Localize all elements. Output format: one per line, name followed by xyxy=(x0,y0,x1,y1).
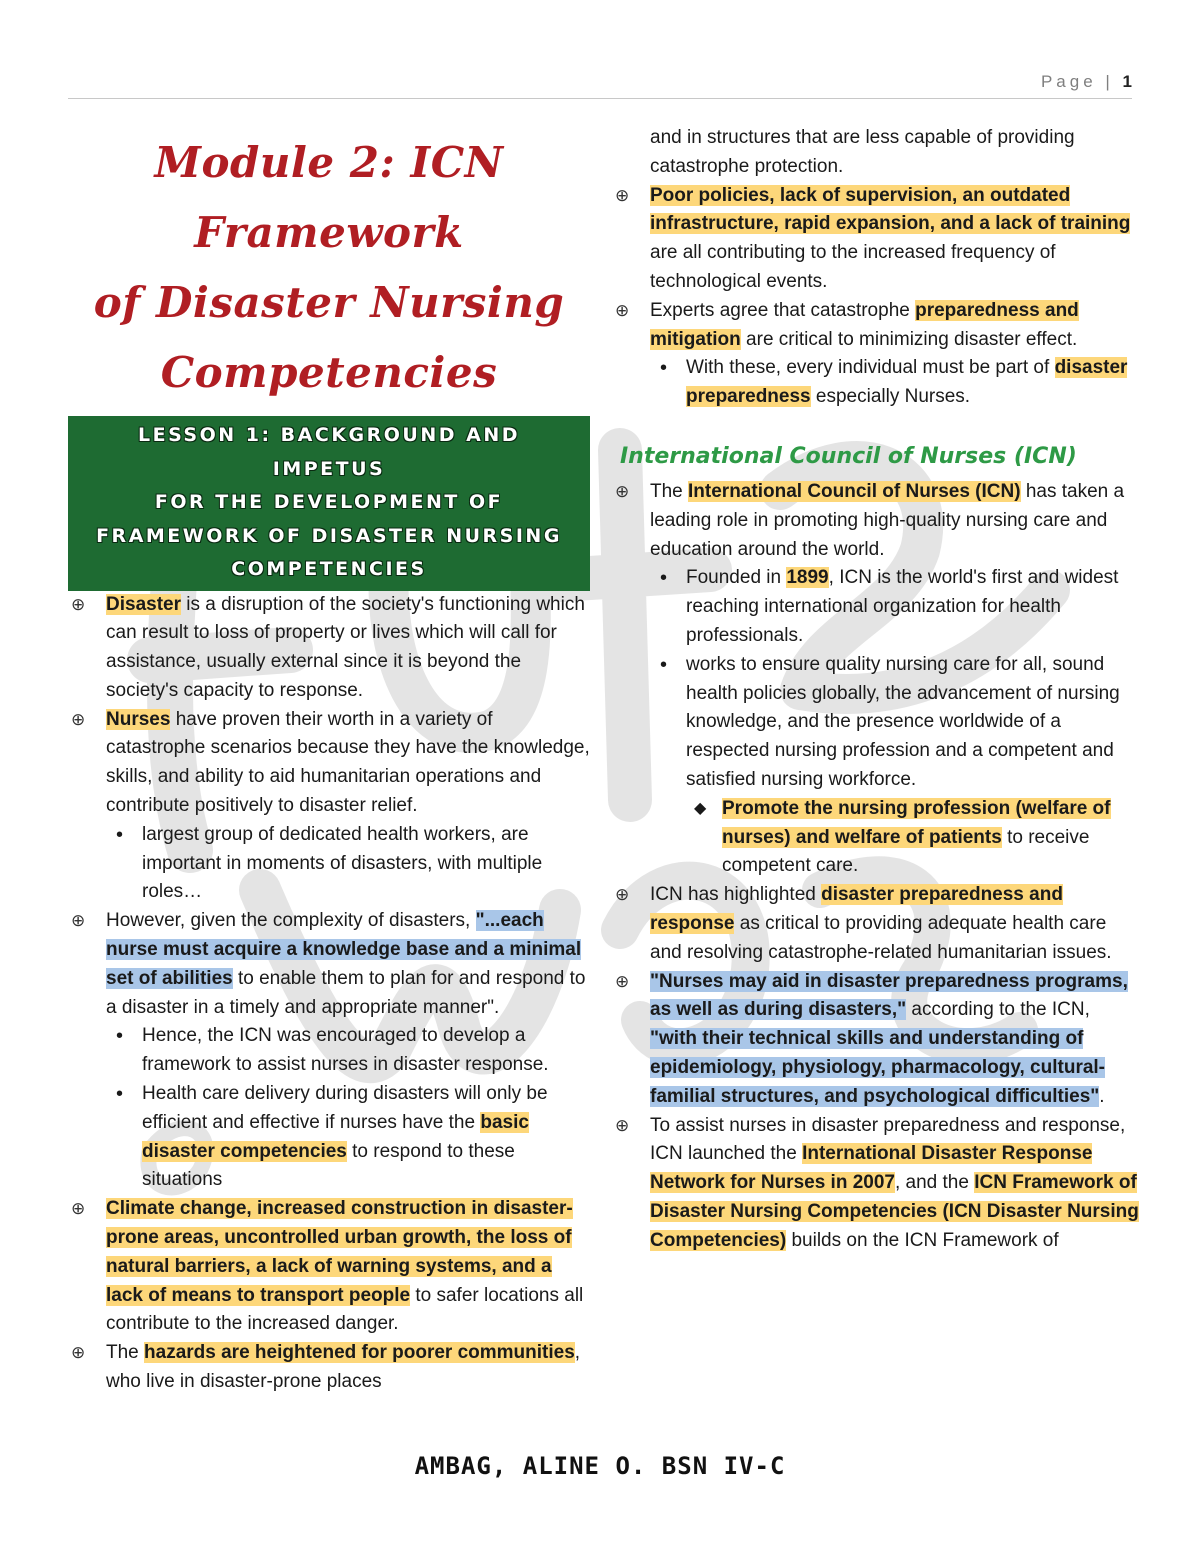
page-number: 1 xyxy=(1122,72,1132,91)
section-heading-icn: International Council of Nurses (ICN) xyxy=(620,443,1077,469)
sub-list xyxy=(106,821,590,907)
sub-list xyxy=(106,1022,590,1195)
bullet-icon: • xyxy=(660,567,668,590)
list-item: ⊕ Experts agree that catastrophe preparedness and mitigation are critical to minimizing disaster effect. • With these, every individual must be part of disaster preparedness especially Nurses. xyxy=(612,297,1142,412)
list-item: ⊕ The International Council of Nurses (ICN) has taken a leading role in promoting high-quality nursing care and education around the world. • Founded in 1899, ICN is the world's first and widest reaching international organization for health professionals. • works to ensure quality nursing care for all, sound health policies globally, the advancement of nursing knowledge, and the presence worldwide of a respected nursing profession and a competent and satisfied nursing workforce. ◆ Promote the nursing profession (welfare of nurses) and welfare of patients to receive competent care. xyxy=(612,478,1142,881)
circle-plus-icon: ⊕ xyxy=(71,594,86,614)
diamond-icon: ◆ xyxy=(694,799,707,817)
page-header: Page | 1 xyxy=(68,72,1132,99)
title-line-1: Module 2: ICN Framework xyxy=(154,138,504,257)
list-item-continuation: and in structures that are less capable of providing catastrophe protection. xyxy=(650,127,1075,177)
author-footer: AMBAG, ALINE O. BSN IV-C xyxy=(414,1452,786,1480)
list-item: ⊕ To assist nurses in disaster preparedness and response, ICN launched the International Disaster Response Network for Nurses in 2007, and the ICN Framework of Disaster Nursing Competencies (ICN Disaster Nursing Competencies) builds on the ICN Framework of xyxy=(612,1112,1142,1256)
list-item: ⊕ However, given the complexity of disasters, "...each nurse must acquire a knowledge base and a minimal set of abilities to enable them to plan for and respond to a disaster in a timely and appropriate manner". • Hence, the ICN was encouraged to develop a framework to assist nurses in disaster response. • Health care delivery during disasters will only be efficient and effective if nurses have the basic disaster competencies to respond to these situations xyxy=(68,907,590,1195)
lesson-line-4: COMPETENCIES xyxy=(231,558,427,580)
sub-sub-list xyxy=(686,795,1142,881)
lesson-line-3: FRAMEWORK OF DISASTER NURSING xyxy=(96,524,562,547)
circle-plus-icon: ⊕ xyxy=(71,709,86,729)
lesson-line-1: LESSON 1: BACKGROUND AND IMPETUS xyxy=(137,424,521,480)
list-item: ⊕ Climate change, increased construction in disaster-prone areas, uncontrolled urban growth, the loss of natural barriers, a lack of warning systems, and a lack of means to transport people to safer locations all contribute to the increased danger. xyxy=(68,1195,590,1339)
circle-plus-icon: ⊕ xyxy=(615,185,630,205)
bullet-icon: • xyxy=(660,653,668,676)
bullet-icon: • xyxy=(116,823,124,846)
title-line-3: Competencies xyxy=(160,348,498,397)
bullet-icon: • xyxy=(116,1025,124,1048)
page-label: Page xyxy=(1040,72,1097,91)
list-item: ⊕ Nurses have proven their worth in a variety of catastrophe scenarios because they have the knowledge, skills, and ability to aid humanitarian operations and contribute positively to disaster relief. • largest group of dedicated health workers, are important in moments of disasters, with multiple roles… xyxy=(68,706,590,908)
bullet-icon: • xyxy=(116,1083,124,1106)
circle-plus-icon: ⊕ xyxy=(71,911,86,931)
sub-list-item: • Founded in 1899, ICN is the world's first and widest reaching international organization for health professionals. xyxy=(650,564,1142,650)
list-item: ⊕ ICN has highlighted disaster preparedness and response as critical to providing adequate health care and resolving catastrophe-related humanitarian issues. xyxy=(612,881,1142,967)
sub-list-item: • largest group of dedicated health workers, are important in moments of disasters, with multiple roles… xyxy=(106,821,590,907)
sub-list-item: • With these, every individual must be part of disaster preparedness especially Nurses. xyxy=(650,354,1142,412)
circle-plus-icon: ⊕ xyxy=(615,1115,630,1135)
icn-bullet-list xyxy=(612,478,1142,1256)
circle-plus-icon: ⊕ xyxy=(71,1343,86,1363)
bullet-icon: • xyxy=(660,357,668,380)
circle-plus-icon: ⊕ xyxy=(615,481,630,501)
left-column xyxy=(68,128,590,1397)
list-item: ⊕ The hazards are heightened for poorer communities, who live in disaster-prone places xyxy=(68,1339,590,1397)
sub-list-item: • Hence, the ICN was encouraged to develop a framework to assist nurses in disaster response. xyxy=(106,1022,590,1080)
left-bullet-list xyxy=(68,591,590,1397)
circle-plus-icon: ⊕ xyxy=(71,1199,86,1219)
right-column xyxy=(612,124,1142,1255)
sub-list-item: • Health care delivery during disasters will only be efficient and effective if nurses have the basic disaster competencies to respond to these situations xyxy=(106,1080,590,1195)
module-title xyxy=(68,128,590,408)
list-item: ⊕ Disaster is a disruption of the society's functioning which can result to loss of property or lives which will call for assistance, usually external since it is beyond the society's capacity to response. xyxy=(68,591,590,706)
list-item: ⊕ "Nurses may aid in disaster preparedness programs, as well as during disasters," according to the ICN, "with their technical skills and understanding of epidemiology, physiology, pharmacology, cultural-familial structures, and psychological difficulties". xyxy=(612,968,1142,1112)
list-item: ⊕ Poor policies, lack of supervision, an outdated infrastructure, rapid expansion, and a lack of training are all contributing to the increased frequency of technological events. xyxy=(612,182,1142,297)
lesson-line-2: FOR THE DEVELOPMENT OF xyxy=(154,491,504,513)
lesson-banner xyxy=(68,416,590,591)
sub-list xyxy=(650,564,1142,881)
sub-sub-list-item: ◆ Promote the nursing profession (welfare of nurses) and welfare of patients to receive competent care. xyxy=(686,795,1142,881)
circle-plus-icon: ⊕ xyxy=(615,300,630,320)
title-line-2: of Disaster Nursing xyxy=(93,278,565,327)
sub-list-item: • works to ensure quality nursing care for all, sound health policies globally, the advancement of nursing knowledge, and the presence worldwide of a respected nursing profession and a competent and satisfied nursing workforce. ◆ Promote the nursing profession (welfare of nurses) and welfare of patients to receive competent care. xyxy=(650,651,1142,881)
circle-plus-icon: ⊕ xyxy=(615,885,630,905)
circle-plus-icon: ⊕ xyxy=(615,971,630,991)
right-bullet-list xyxy=(612,124,1142,412)
sub-list xyxy=(650,354,1142,412)
